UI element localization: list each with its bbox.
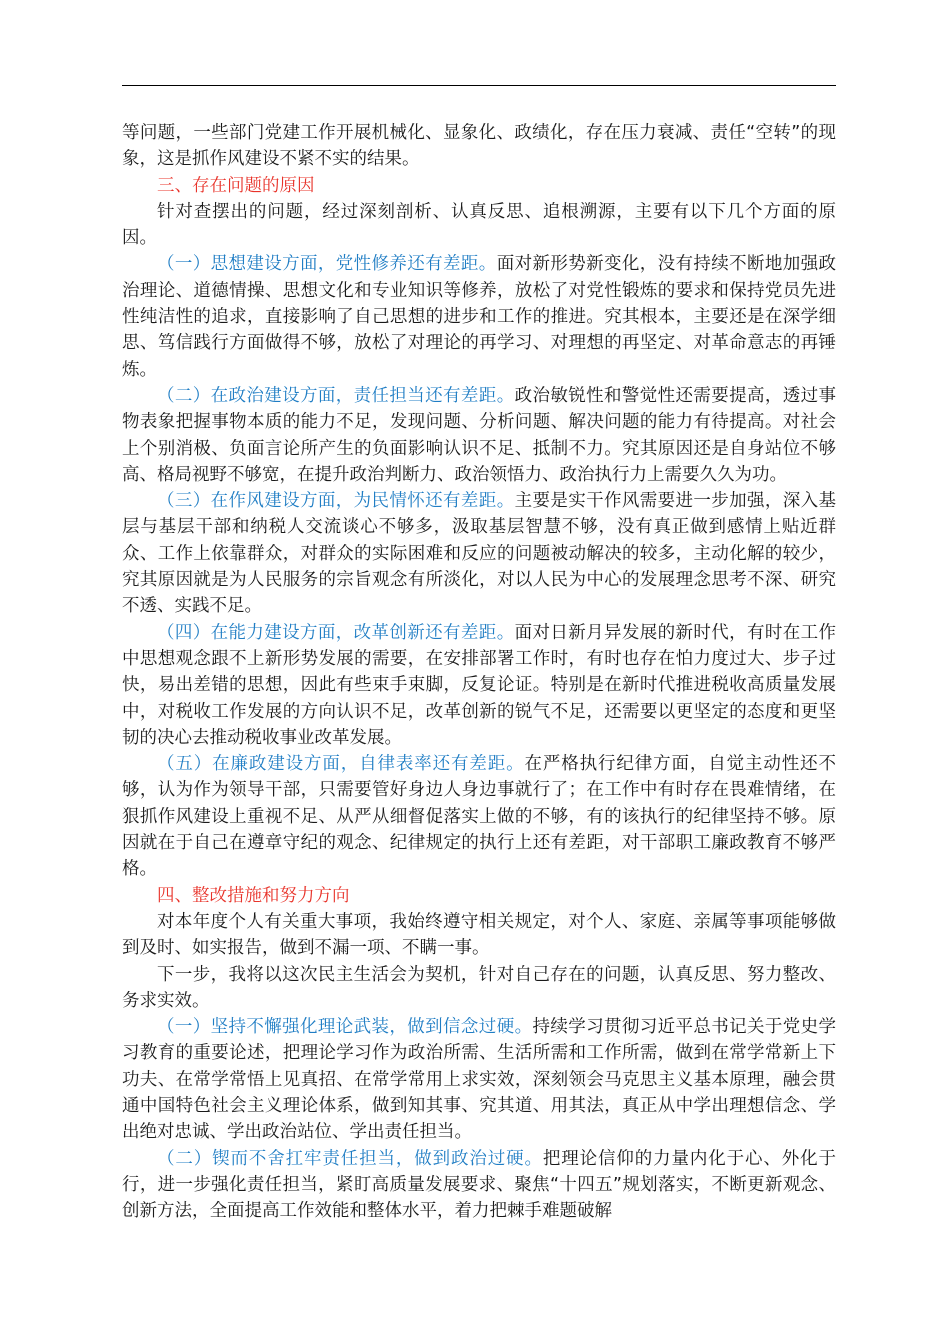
paragraph-next-step [122, 962, 836, 1015]
paragraph-text: 主要是实干作风需要进一步加强，深入基层与基层干部和纳税人交流谈心不够多，汲取基层智慧不够，没有真正做到感情上贴近群众、工作上依靠群众，对群众的实际困难和反应的问题被动解决的较多，主动化解的较少，究其原因就是为人民服务的宗旨观念有所淡化，对以人民为中心的发展理念思考不深、研究不透、实践不足。 [122, 491, 837, 617]
subheading-text: （四）在能力建设方面，改革创新还有差距。 [157, 622, 515, 643]
subheading-text: （五）在廉政建设方面，自律表率还有差距。 [157, 754, 525, 775]
paragraph-text: 下一步，我将以这次民主生活会为契机，针对自己存在的问题，认真反思、努力整改、务求实效。 [122, 964, 836, 1011]
paragraph-major-matters [122, 909, 836, 962]
paragraph-text: 等问题，一些部门党建工作开展机械化、显象化、政绩化，存在压力衰减、责任“空转”的现象，这是抓作风建设不紧不实的结果。 [122, 123, 836, 170]
section-heading-text: 四、整改措施和努力方向 [157, 885, 350, 906]
subheading-text: （一）思想建设方面，党性修养还有差距。 [157, 254, 497, 275]
subheading-text: （三）在作风建设方面，为民情怀还有差距。 [157, 491, 515, 512]
paragraph-text: 面对新形势新变化，没有持续不断地加强政治理论、道德情操、思想文化和专业知识等修养，放松了对党性锻炼的要求和保持党员先进性纯洁性的追求，直接影响了自己思想的进步和工作的推进。究其根本，主要还是在深学细思、笃信践行方面做得不够，放松了对理论的再学习、对理想的再坚定、对革命意志的再锤炼。 [122, 254, 837, 380]
paragraph-cause-5 [122, 751, 836, 882]
subheading-text: （二）在政治建设方面，责任担当还有差距。 [157, 385, 515, 406]
paragraph-cause-3 [122, 488, 836, 619]
paragraph-text: 政治敏锐性和警觉性还需要提高，透过事物表象把握事物本质的能力不足，发现问题、分析问题、解决问题的能力有待提高。对社会上个别消极、负面言论所产生的负面影响认识不足、抵制不力。究其原因还是自身站位不够高、格局视野不够宽，在提升政治判断力、政治领悟力、政治执行力上需要久久为功。 [122, 385, 837, 485]
subheading-text: （二）锲而不舍扛牢责任担当，做到政治过硬。 [157, 1148, 543, 1169]
paragraph-cause-2 [122, 383, 836, 488]
paragraph-continuation [122, 120, 836, 173]
header-rule [122, 85, 836, 86]
paragraph-text: 针对查摆出的问题，经过深刻剖析、认真反思、追根溯源，主要有以下几个方面的原因。 [122, 201, 836, 249]
paragraph-cause-1 [122, 251, 836, 382]
section-heading-text: 三、存在问题的原因 [157, 175, 315, 196]
paragraph-text: 把理论信仰的力量内化于心、外化于行，进一步强化责任担当，紧盯高质量发展要求、聚焦“十四五”规划落实，不断更新观念、创新方法，全面提高工作效能和整体水平，着力把棘手难题破解 [122, 1148, 836, 1222]
paragraph-measure-1 [122, 1014, 836, 1145]
document-body [122, 120, 836, 1224]
section-heading-3 [122, 173, 836, 199]
paragraph-text: 面对日新月异发展的新时代，有时在工作中思想观念跟不上新形势发展的需要，在安排部署工作时，有时也存在怕力度过大、步子过快，易出差错的思想，因此有些束手束脚，反复论证。特别是在新时代推进税收高质量发展中，对税收工作发展的方向认识不足，改革创新的锐气不足，还需要以更坚定的态度和更坚韧的决心去推动税收事业改革发展。 [122, 622, 837, 748]
paragraph-measure-2 [122, 1146, 836, 1225]
paragraph-text: 在严格执行纪律方面，自觉主动性还不够，认为作为领导干部，只需要管好身边人身边事就行了；在工作中有时存在畏难情绪，在狠抓作风建设上重视不足、从严从细督促落实上做的不够，有的该执行的纪律坚持不够。原因就在于自己在遵章守纪的观念、纪律规定的执行上还有差距，对干部职工廉政教育不够严格。 [122, 754, 836, 880]
paragraph-text: 对本年度个人有关重大事项，我始终遵守相关规定，对个人、家庭、亲属等事项能够做到及时、如实报告，做到不漏一项、不瞒一事。 [122, 911, 836, 959]
paragraph-intro [122, 199, 836, 252]
section-heading-4 [122, 883, 836, 909]
paragraph-cause-4 [122, 620, 836, 751]
subheading-text: （一）坚持不懈强化理论武装，做到信念过硬。 [157, 1017, 533, 1038]
paragraph-text: 持续学习贯彻习近平总书记关于党史学习教育的重要论述，把理论学习作为政治所需、生活所需和工作所需，做到在常学常新上下功夫、在常学常悟上见真招、在常学常用上求实效，深刻领会马克思主义基本原理，融会贯通中国特色社会主义理论体系，做到知其事、究其道、用其法，真正从中学出理想信念、学出绝对忠诚、学出政治站位、学出责任担当。 [122, 1017, 837, 1143]
